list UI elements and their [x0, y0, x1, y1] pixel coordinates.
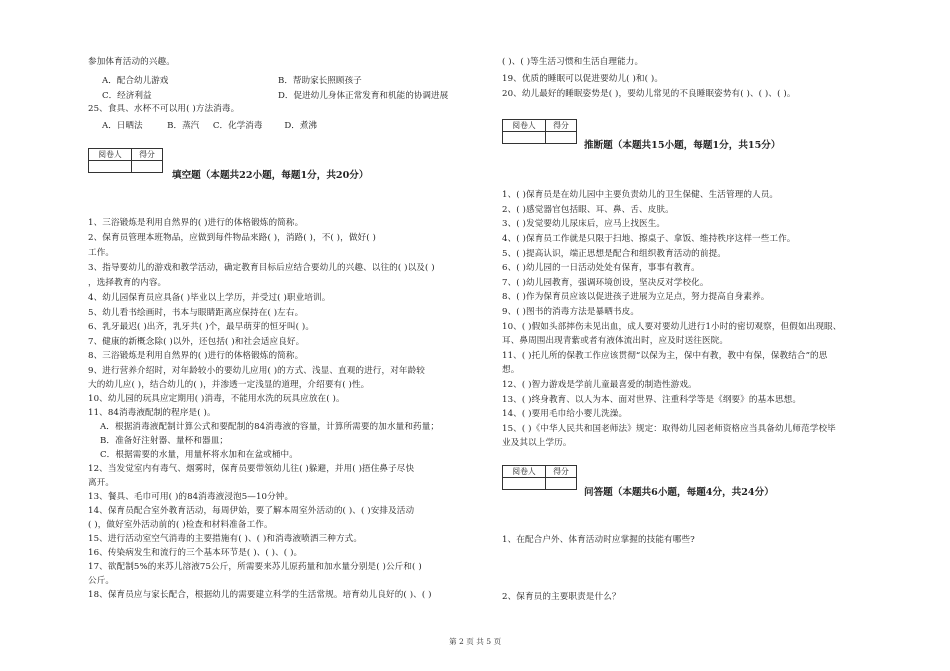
- fill-line: 9、进行营养介绍时，对年龄较小的要幼儿应用( )的方式、浅显、直观的进行，对年龄较: [88, 366, 425, 376]
- judge-line: 14、( )要用毛巾给小婴儿洗澡。: [502, 409, 628, 419]
- fill-line: 6、乳牙最迟( )出齐，乳牙共( )个，最早萌芽的恒牙叫( )。: [88, 322, 315, 332]
- section-title-qa: 问答题（本题共6小题，每题4分，共24分）: [584, 487, 774, 498]
- fill-line: A．根据消毒液配制计算公式和要配制的84消毒液的容量，计算所需要的加水量和药量；: [100, 422, 440, 432]
- judge-line: 13、( )终身教育、以人为本、面对世界、注重科学等是《纲要》的基本思想。: [502, 395, 802, 405]
- qa-question-1: 1、在配合户外、体育活动时应掌握的技能有哪些?: [502, 535, 695, 545]
- judge-line: 3、( )发觉要幼儿尿床后，应马上找医生。: [502, 219, 666, 229]
- judge-line: 9、( )图书的消毒方法是暴晒书皮。: [502, 307, 640, 317]
- fill-line: ( )，做好室外活动前的( )检查和材料准备工作。: [88, 520, 273, 530]
- fill-line: 3、指导要幼儿的游戏和教学活动，确定教育目标后应结合要幼儿的兴趣、以往的( )以及( ): [88, 263, 435, 273]
- judge-line: 8、( )作为保育员应该以促进孩子进展为立足点，努力提高自身素养。: [502, 292, 770, 302]
- fill-line: 14、保育员配合室外教育活动，每周伊始，要了解本周室外活动的( )、( )安排及活动: [88, 506, 415, 516]
- score-label: 得分: [132, 149, 163, 161]
- score-box: [502, 465, 577, 490]
- judge-line: 10、( )假如头部摔伤未见出血，成人要对要幼儿进行1小时的密切观察，但假如出现眼、: [502, 322, 842, 332]
- fill-line: 2、保育员管理本班物品，应做到每件物品来路( )，消路( )，不( )，做好( ): [88, 233, 376, 243]
- q24-option-a: A．配合幼儿游戏: [102, 76, 169, 86]
- fill-line: B．准备好注射器、量杯和器皿；: [100, 436, 229, 446]
- judge-line: 12、( )智力游戏是学前儿童最喜爱的制造性游戏。: [502, 380, 697, 390]
- section-title-judgement: 推断题（本题共15小题，每题1分，共15分）: [584, 140, 781, 151]
- score-label: 得分: [546, 120, 577, 132]
- qa-question-2: 2、保育员的主要职责是什么？: [502, 592, 621, 602]
- question-25: 25、食具、水杯不可以用( )方法消毒。: [88, 104, 240, 114]
- fill-line: 7、健康的新概念除( )以外，还包括( )和社会适应良好。: [88, 337, 305, 347]
- fill-line: 大的幼儿应( )，结合幼儿的( )，并渗透一定浅显的道理，介绍要有( )性。: [88, 380, 370, 390]
- fill-line: 4、幼儿园保育员应具备( )毕业以上学历，并受过( )职业培训。: [88, 293, 331, 303]
- carry-line: ( )、( )等生活习惯和生活自理能力。: [502, 57, 644, 67]
- judge-line: 11、( )托儿所的保教工作应该贯彻“以保为主，保中有教，教中有保，保教结合”的思: [502, 351, 828, 361]
- fill-line: ，选择教育的内容。: [88, 278, 167, 288]
- reviewer-label: 阅卷人: [503, 120, 546, 132]
- fill-line: 5、幼儿看书绘画时，书本与眼睛距离应保持在( )左右。: [88, 308, 304, 318]
- judge-line: 耳、鼻周围出现青紫或者有液体流出时，应及时送往医院。: [502, 336, 729, 346]
- fill-line: 工作。: [88, 248, 115, 258]
- fill-line: 18、保育员应与家长配合，根据幼儿的需要建立科学的生活常规。培育幼儿良好的( )、( ): [88, 590, 432, 600]
- judge-line: 想。: [502, 365, 520, 375]
- judge-line: 5、( )提高认识，端正思想是配合和组织教育活动的前提。: [502, 249, 726, 259]
- judge-line: 15、( )《中华人民共和国老师法》规定：取得幼儿园老师资格应当具备幼儿师范学校毕: [502, 424, 836, 434]
- reviewer-label: 阅卷人: [89, 149, 132, 161]
- fill-line: 离开。: [88, 478, 115, 488]
- q24-option-b: B．帮助家长照顾孩子: [278, 76, 362, 86]
- fill-line: 8、三浴锻炼是利用自然界的( )进行的体格锻炼的简称。: [88, 351, 304, 361]
- question-19: 19、优质的睡眠可以促进要幼儿( )和( )。: [502, 74, 664, 84]
- score-box: [502, 119, 577, 144]
- intro-line: 参加体育活动的兴趣。: [88, 57, 175, 67]
- score-box: [88, 148, 163, 173]
- fill-line: 10、幼儿园的玩具应定期用( )消毒，不能用水洗的玩具应放在( )。: [88, 394, 345, 404]
- fill-line: 1、三浴锻炼是利用自然界的( )进行的体格锻炼的简称。: [88, 218, 304, 228]
- q24-option-d: D．促进幼儿身体正常发育和机能的协调进展: [278, 91, 449, 101]
- fill-line: 16、传染病发生和流行的三个基本环节是( )、( )、( )。: [88, 548, 303, 558]
- q25-options: A．日晒法 B．蒸汽 C．化学消毒 D．煮沸: [102, 121, 317, 131]
- judge-line: 6、( )幼儿园的一日活动处处有保育，事事有教育。: [502, 263, 700, 273]
- judge-line: 4、( )保育员工作就是只限于扫地、擦桌子、拿饭、维持秩序这样一些工作。: [502, 234, 796, 244]
- fill-line: 公斤。: [88, 576, 115, 586]
- question-20: 20、幼儿最好的睡眠姿势是( )，要幼儿常见的不良睡眠姿势有( )、( )、( )。: [502, 89, 796, 99]
- fill-line: 17、欲配制5%的来苏儿溶液75公斤，所需要来苏儿原药量和加水量分别是( )公斤和( ): [88, 562, 422, 572]
- fill-line: 11、84消毒液配制的程序是( )。: [88, 408, 216, 418]
- judge-line: 业及其以上学历。: [502, 438, 572, 448]
- judge-line: 7、( )幼儿园教育，强调环境创设，坚决反对学校化。: [502, 278, 709, 288]
- judge-line: 1、( )保育员是在幼儿园中主要负责幼儿的卫生保健、生活管理的人员。: [502, 190, 779, 200]
- q24-option-c: C．经济利益: [102, 91, 152, 101]
- section-title-fill-in: 填空题（本题共22小题，每题1分，共20分）: [172, 170, 369, 181]
- reviewer-label: 阅卷人: [503, 466, 546, 478]
- score-label: 得分: [546, 466, 577, 478]
- judge-line: 2、( )感觉器官包括眼、耳、鼻、舌、皮肤。: [502, 205, 674, 215]
- fill-line: 13、餐具、毛巾可用( )的84消毒液浸泡5—10分钟。: [88, 492, 294, 502]
- page-footer: 第 2 页 共 5 页: [448, 637, 502, 646]
- fill-line: C．根据需要的水量，用量杯将水加和在盆或桶中。: [100, 450, 298, 460]
- fill-line: 15、进行活动室空气消毒的主要措施有( )、( )和消毒液喷洒三种方式。: [88, 534, 363, 544]
- fill-line: 12、当发觉室内有毒气、烟雾时，保育员要带领幼儿往( )躲避，并用( )捂住鼻子尽快: [88, 464, 415, 474]
